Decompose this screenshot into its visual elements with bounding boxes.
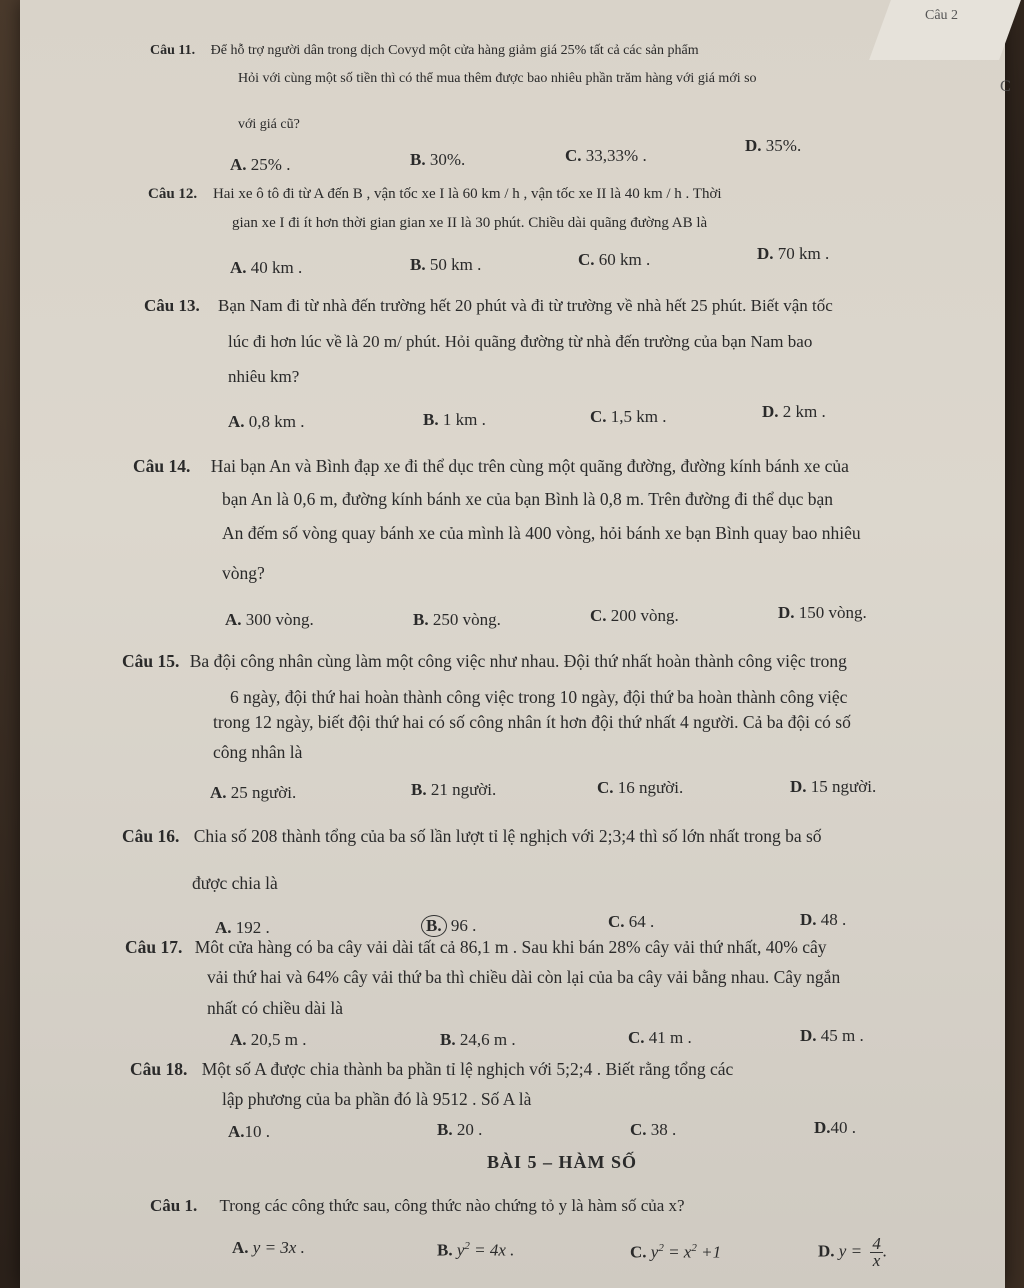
option-c[interactable]: C. 200 vòng. bbox=[590, 606, 679, 625]
question-14 bbox=[133, 455, 849, 477]
question-17 bbox=[125, 936, 827, 958]
option-b[interactable]: B. 30%. bbox=[410, 150, 466, 169]
question-line: 6 ngày, đội thứ hai hoàn thành công việc trong 10 ngày, đội thứ ba hoàn thành công việc bbox=[230, 687, 848, 707]
option-c[interactable]: C. 60 km . bbox=[578, 250, 651, 269]
option-b[interactable]: B. 250 vòng. bbox=[413, 610, 501, 629]
question-number: Câu 15. bbox=[122, 651, 180, 671]
option-b[interactable]: B. $y^2 = 4x$ . bbox=[437, 1240, 515, 1260]
option-d[interactable]: D. 70 km . bbox=[757, 244, 830, 263]
option-a[interactable]: A. y = 3x . bbox=[232, 1238, 305, 1257]
question-number: Câu 18. bbox=[130, 1059, 188, 1079]
option-d[interactable]: D. 15 người. bbox=[790, 777, 877, 796]
question-line: vải thứ hai và 64% cây vải thứ ba thì chiều dài còn lại của ba cây vải bằng nhau. Cây ngắn bbox=[207, 967, 841, 987]
option-a[interactable]: A. 300 vòng. bbox=[225, 610, 314, 629]
option-c[interactable]: C. 41 m . bbox=[628, 1028, 692, 1047]
question-number: Câu 11. bbox=[150, 43, 196, 58]
option-b[interactable]: B. 50 km . bbox=[410, 255, 482, 274]
option-b[interactable]: B. 24,6 m . bbox=[440, 1030, 516, 1049]
option-c[interactable]: C. 1,5 km . bbox=[590, 407, 667, 426]
fraction: $\frac{4}{x}$ bbox=[872, 1234, 881, 1270]
option-b[interactable]: B. 21 người. bbox=[411, 780, 497, 799]
question-text: Một số A được chia thành ba phần tỉ lệ nghịch với 5;2;4 . Biết rằng tổng các bbox=[201, 1059, 734, 1079]
question-text: Chia số 208 thành tổng của ba số lần lượt tỉ lệ nghịch với 2;3;4 thì số lớn nhất trong ba số bbox=[193, 826, 822, 846]
question-number: Câu 16. bbox=[122, 826, 180, 846]
question-line: Hỏi với cùng một số tiền thì có thể mua thêm được bao nhiêu phần trăm hàng với giá mới so bbox=[238, 71, 757, 86]
edge-glyph: C bbox=[1000, 78, 1011, 95]
question-16 bbox=[122, 825, 822, 847]
option-d[interactable]: D. 35%. bbox=[745, 136, 802, 155]
question-text: Hai bạn An và Bình đạp xe đi thể dục trên cùng một quãng đường, đường kính bánh xe của bbox=[210, 456, 849, 476]
question-line: bạn An là 0,6 m, đường kính bánh xe của bạn Bình là 0,8 m. Trên đường đi thể dục bạn bbox=[222, 489, 834, 509]
question-line: gian xe I đi ít hơn thời gian gian xe II là 30 phút. Chiều dài quãng đường AB là bbox=[232, 215, 708, 231]
option-b[interactable]: B. 1 km . bbox=[423, 410, 486, 429]
option-b[interactable]: B. 20 . bbox=[437, 1120, 483, 1139]
option-a[interactable]: A. 25% . bbox=[230, 155, 291, 174]
section-title: BÀI 5 – HÀM SỐ bbox=[487, 1152, 638, 1172]
option-d[interactable]: D. y = $\frac{4}{x}$ . bbox=[818, 1234, 888, 1270]
option-a[interactable]: A. 0,8 km . bbox=[228, 412, 305, 431]
question-line: nhất có chiều dài là bbox=[207, 998, 344, 1018]
option-d[interactable]: D. 48 . bbox=[800, 910, 847, 929]
option-a[interactable]: A. 192 . bbox=[215, 918, 270, 937]
option-d[interactable]: D.40 . bbox=[814, 1118, 857, 1137]
option-a[interactable]: A. 20,5 m . bbox=[230, 1030, 307, 1049]
question-line: lúc đi hơn lúc về là 20 m/ phút. Hỏi quãng đường từ nhà đến trường của bạn Nam bao bbox=[228, 332, 813, 351]
question-11 bbox=[150, 40, 699, 62]
question-18 bbox=[130, 1058, 733, 1080]
option-c[interactable]: C. 33,33% . bbox=[565, 146, 647, 165]
selected-answer-circle: B. bbox=[421, 915, 447, 937]
question-13 bbox=[144, 295, 833, 317]
question-number: Câu 13. bbox=[144, 296, 200, 315]
question-line: được chia là bbox=[192, 873, 278, 893]
option-c[interactable]: C. 64 . bbox=[608, 912, 655, 931]
option-d[interactable]: D. 150 vòng. bbox=[778, 603, 867, 622]
option-c[interactable]: C. 38 . bbox=[630, 1120, 677, 1139]
question-text: Hai xe ô tô đi từ A đến B , vận tốc xe I là 60 km / h , vận tốc xe II là 40 km / h . Thời bbox=[212, 186, 722, 202]
option-d[interactable]: D. 45 m . bbox=[800, 1026, 864, 1045]
question-text: Ba đội công nhân cùng làm một công việc như nhau. Đội thứ nhất hoàn thành công việc trong bbox=[189, 651, 847, 671]
option-a[interactable]: A. 25 người. bbox=[210, 783, 297, 802]
question-line: lập phương của ba phần đó là 9512 . Số A là bbox=[222, 1089, 532, 1109]
question-number: Câu 1. bbox=[150, 1196, 198, 1215]
option-c[interactable]: C. 16 người. bbox=[597, 778, 684, 797]
option-a[interactable]: A.10 . bbox=[228, 1122, 271, 1141]
question-line: vòng? bbox=[222, 563, 265, 583]
option-d[interactable]: D. 2 km . bbox=[762, 402, 826, 421]
question-line: với giá cũ? bbox=[238, 117, 300, 132]
question-line: An đếm số vòng quay bánh xe của mình là 400 vòng, hỏi bánh xe bạn Bình quay bao nhiêu bbox=[222, 523, 861, 543]
question-number: Câu 17. bbox=[125, 937, 183, 957]
question-text: Trong các công thức sau, công thức nào chứng tỏ y là hàm số của x? bbox=[219, 1196, 685, 1215]
question-line: nhiêu km? bbox=[228, 367, 300, 386]
question-text: Bạn Nam đi từ nhà đến trường hết 20 phút và đi từ trường về nhà hết 25 phút. Biết vận tốc bbox=[217, 296, 833, 315]
question-1 bbox=[150, 1195, 685, 1217]
corner-label: Câu 2 bbox=[925, 8, 959, 23]
question-15 bbox=[122, 650, 847, 672]
question-line: công nhân là bbox=[213, 742, 303, 762]
option-a[interactable]: A. 40 km . bbox=[230, 258, 303, 277]
question-number: Câu 12. bbox=[148, 186, 198, 202]
question-text: Môt cửa hàng có ba cây vải dài tất cả 86,1 m . Sau khi bán 28% cây vải thứ nhất, 40% cây bbox=[194, 937, 827, 957]
question-line: trong 12 ngày, biết đội thứ hai có số công nhân ít hơn đội thứ nhất 4 người. Cả ba đội có số bbox=[213, 712, 851, 732]
question-text: Để hỗ trợ người dân trong dịch Covyd một cửa hàng giảm giá 25% tất cả các sản phẩm bbox=[210, 43, 699, 58]
option-b-selected[interactable]: B. 96 . bbox=[425, 915, 476, 937]
question-12 bbox=[148, 183, 722, 205]
option-c[interactable]: C. $y^2 = x^2 +1$ bbox=[630, 1242, 722, 1262]
question-number: Câu 14. bbox=[133, 456, 191, 476]
